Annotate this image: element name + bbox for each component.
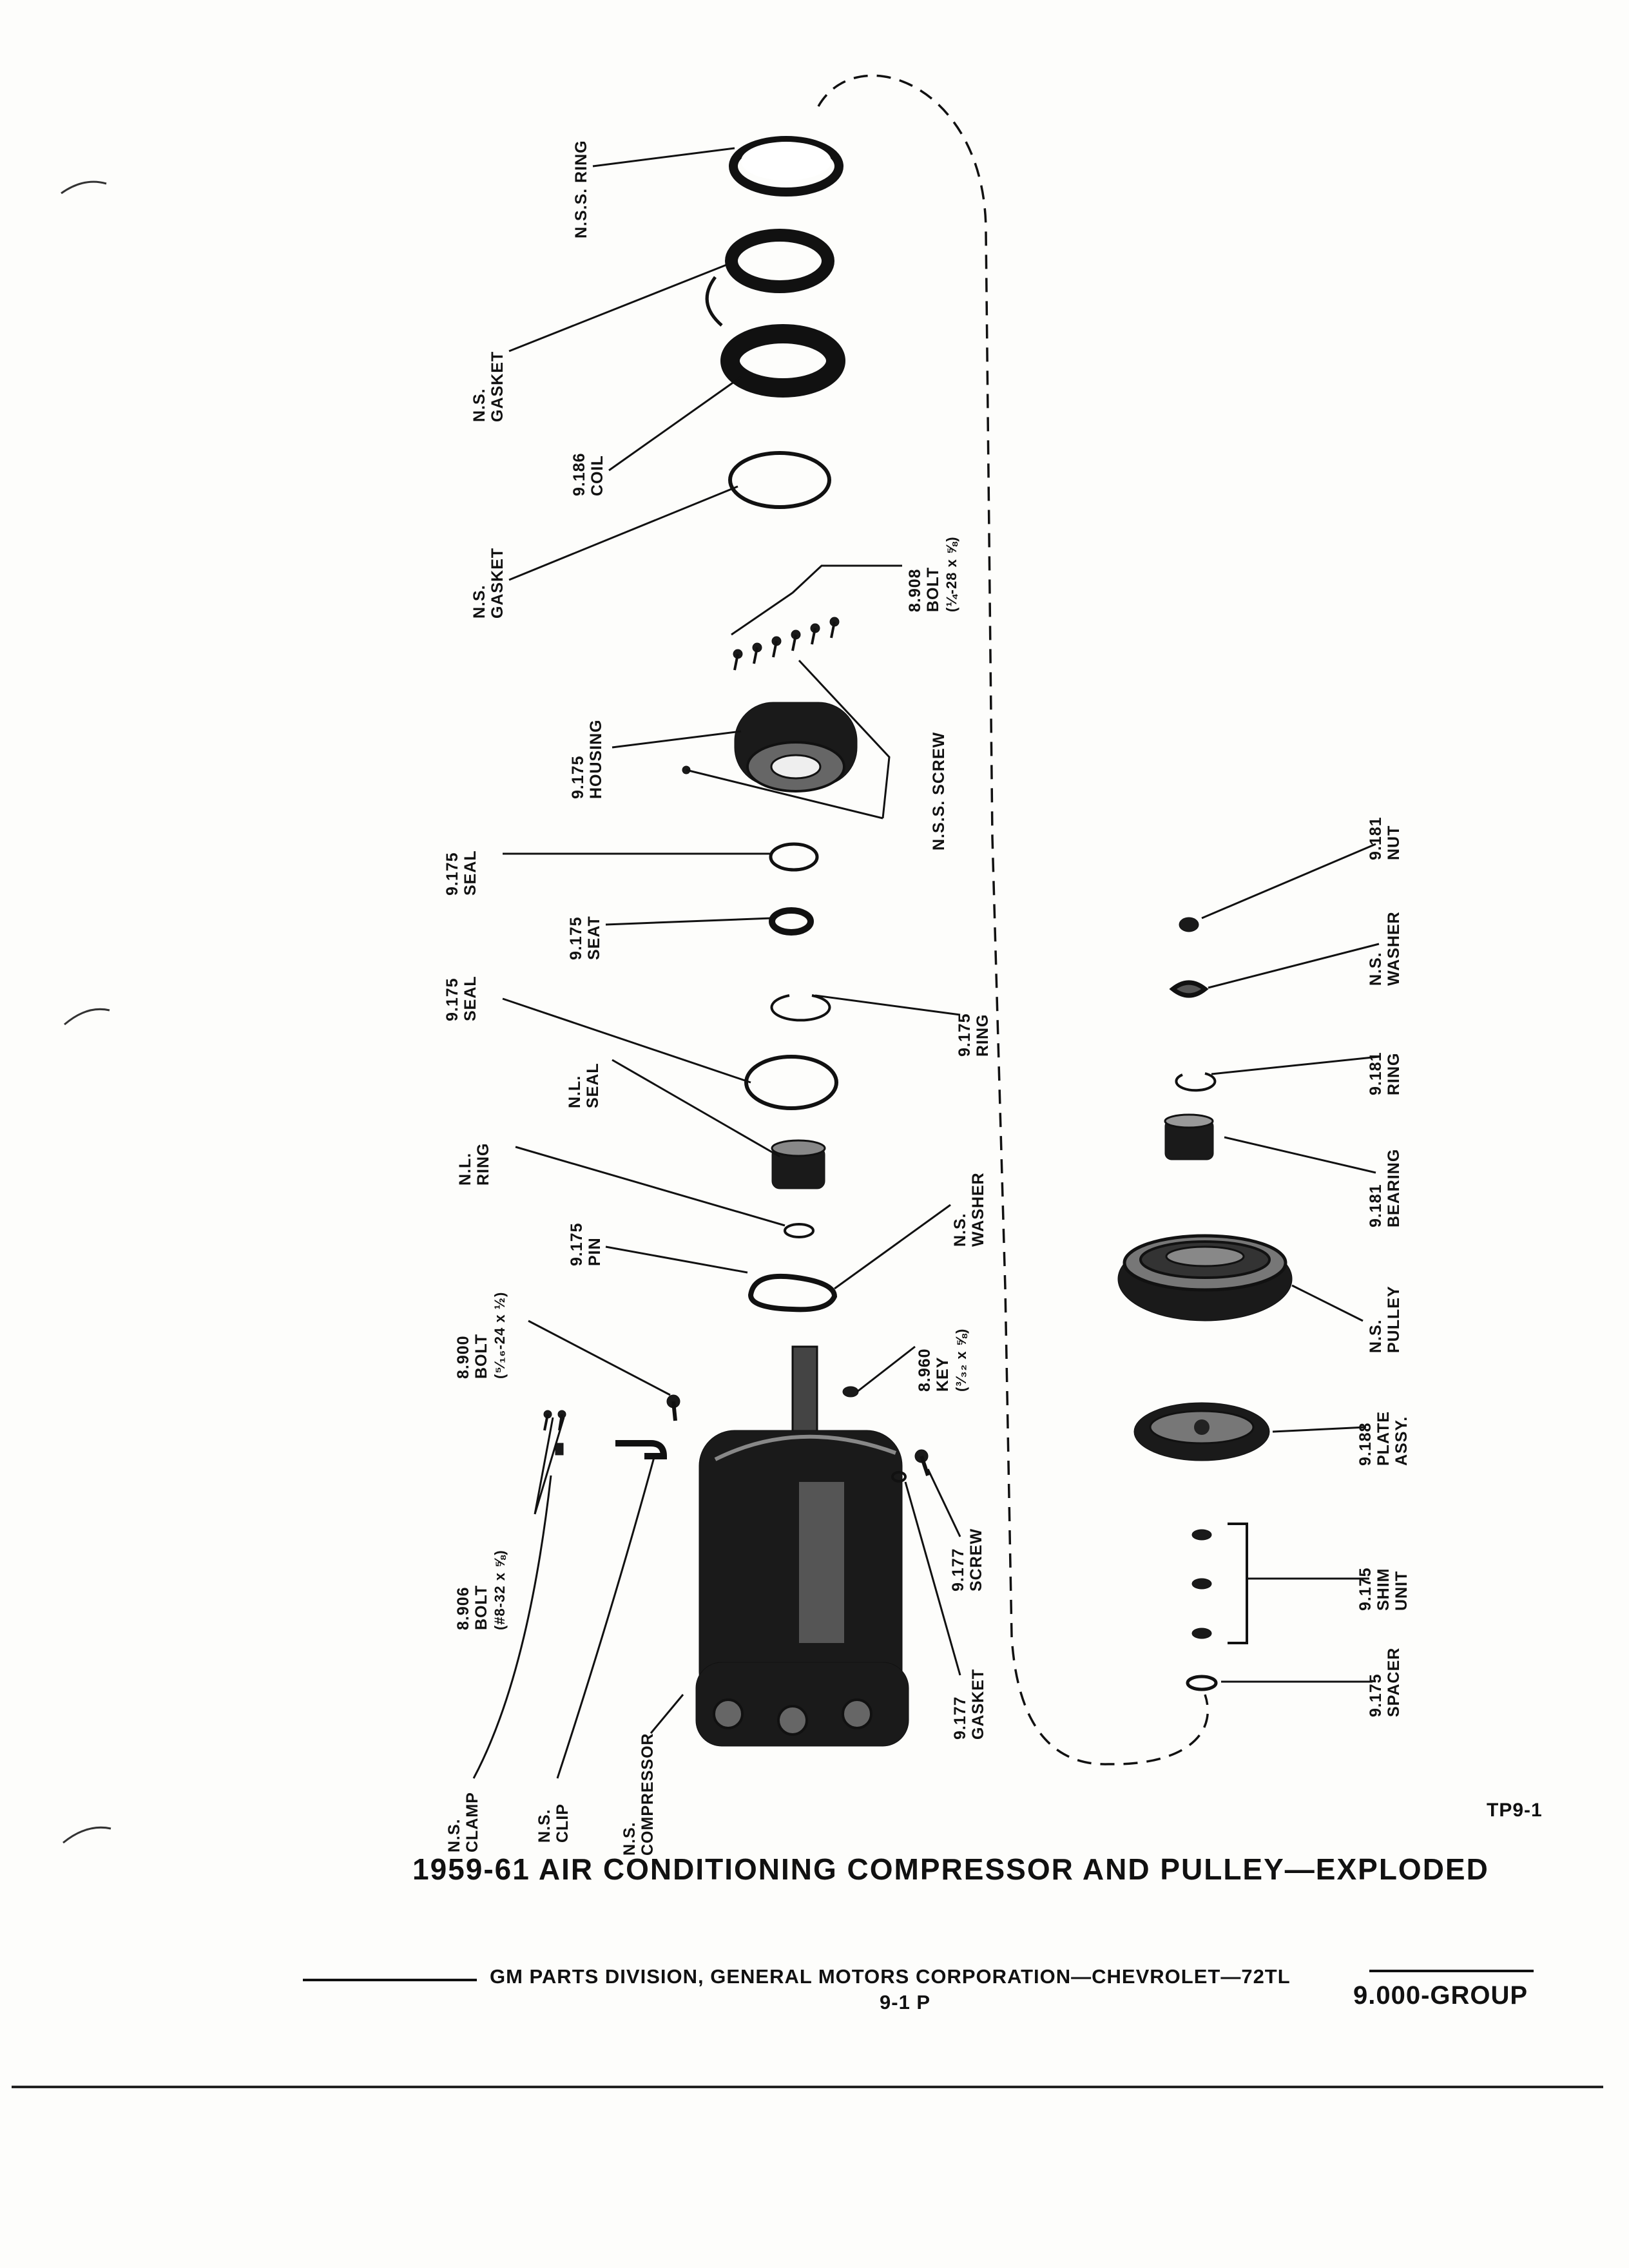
compressor-part bbox=[696, 1347, 909, 1746]
callout-bolt-8908: 8.908 BOLT (¼-28 x ⅝) bbox=[906, 536, 959, 612]
callout-clamp: N.S. CLAMP bbox=[445, 1792, 481, 1852]
gasket-upper-part bbox=[731, 235, 828, 287]
callout-nss-screw: N.S.S. SCREW bbox=[930, 731, 948, 850]
binder-mark-top bbox=[61, 182, 106, 193]
callout-ns-washer-right: N.S. WASHER bbox=[1367, 911, 1403, 986]
figure-code: TP9-1 bbox=[1487, 1800, 1543, 1821]
bearing-part bbox=[1165, 1115, 1213, 1160]
footer-rule-left bbox=[303, 1979, 477, 1981]
callout-ns-washer-left: N.S. WASHER bbox=[951, 1172, 987, 1247]
ring-9175-part bbox=[772, 995, 830, 1020]
callout-pin: 9.175 PIN bbox=[568, 1222, 604, 1266]
callout-shim: 9.175 SHIM UNIT bbox=[1356, 1567, 1411, 1611]
callout-nl-seal: N.L. SEAL bbox=[566, 1062, 602, 1108]
leader-lines bbox=[474, 148, 1379, 1778]
nut-part bbox=[1179, 918, 1199, 932]
callout-bolt-8906: 8.906 BOLT (#8-32 x ⅝) bbox=[454, 1550, 508, 1630]
nl-ring-part bbox=[785, 1224, 813, 1237]
footer-group: 9.000-GROUP bbox=[1353, 1981, 1528, 2010]
callout-spacer: 9.175 SPACER bbox=[1367, 1647, 1403, 1717]
binder-mark-bottom bbox=[63, 1827, 111, 1843]
ring-9181-part bbox=[1176, 1073, 1215, 1090]
bolt-8900-part bbox=[667, 1395, 680, 1421]
plate-part bbox=[1134, 1403, 1269, 1461]
pulley-part bbox=[1118, 1236, 1292, 1321]
callout-ring-9175: 9.175 RING bbox=[956, 1013, 992, 1057]
callout-nl-ring: N.L. RING bbox=[456, 1142, 492, 1186]
seal-lower-part bbox=[746, 1057, 836, 1108]
callout-compressor: N.S. COMPRESSOR bbox=[621, 1733, 657, 1856]
seat-part bbox=[772, 910, 811, 932]
callout-plate: 9.188 PLATE ASSY. bbox=[1356, 1410, 1411, 1466]
callout-ring-9181: 9.181 RING bbox=[1367, 1052, 1403, 1095]
footer-page-number: 9-1 P bbox=[880, 1991, 931, 2013]
nl-seal-part bbox=[772, 1140, 825, 1189]
callout-nut: 9.181 NUT bbox=[1367, 816, 1403, 860]
coil-part bbox=[707, 277, 836, 388]
housing-part bbox=[735, 702, 857, 791]
ns-washer-left-part bbox=[751, 1276, 834, 1310]
callout-screw-9177: 9.177 SCREW bbox=[949, 1528, 985, 1591]
callout-bolt-8900: 8.900 BOLT (⁵⁄₁₆-24 x ½) bbox=[454, 1291, 508, 1379]
callout-seal-upper: 9.175 SEAL bbox=[443, 850, 479, 896]
callout-seal-lower: 9.175 SEAL bbox=[443, 975, 479, 1021]
callout-key: 8.960 KEY (³⁄₃₂ x ⅝) bbox=[916, 1328, 969, 1392]
nss-ring-part bbox=[733, 140, 839, 192]
ns-washer-right-part bbox=[1173, 983, 1205, 995]
callout-housing: 9.175 HOUSING bbox=[569, 719, 605, 799]
callout-gasket-9177: 9.177 GASKET bbox=[951, 1668, 987, 1740]
spacer-part bbox=[1188, 1677, 1216, 1689]
key-part bbox=[843, 1387, 858, 1397]
binder-mark-middle bbox=[64, 1009, 110, 1024]
figure-title: 1959-61 AIR CONDITIONING COMPRESSOR AND PULLEY—EXPLODED bbox=[412, 1852, 1489, 1886]
callout-ns-gasket-lower: N.S. GASKET bbox=[470, 547, 506, 619]
bolt-set-8908 bbox=[733, 617, 839, 670]
screw-9177-part bbox=[915, 1450, 928, 1475]
callout-nss-ring: N.S.S. RING bbox=[572, 140, 590, 238]
callout-bearing: 9.181 BEARING bbox=[1367, 1148, 1403, 1227]
callout-seat: 9.175 SEAT bbox=[567, 916, 603, 960]
callout-ns-gasket-upper: N.S. GASKET bbox=[470, 351, 506, 422]
seal-upper-part bbox=[771, 844, 817, 870]
footer-corporation: GM PARTS DIVISION, GENERAL MOTORS CORPORATION—CHEVROLET—72TL bbox=[490, 1965, 1291, 1988]
gasket-lower-part bbox=[730, 453, 829, 507]
shim-unit-part bbox=[1192, 1524, 1247, 1643]
callout-coil: 9.186 COIL bbox=[570, 452, 606, 496]
clip-part bbox=[615, 1443, 664, 1456]
footer-rule-right bbox=[1369, 1970, 1534, 1972]
bottom-rule bbox=[12, 2086, 1603, 2088]
callout-clip: N.S. CLIP bbox=[535, 1803, 572, 1843]
callout-pulley: N.S. PULLEY bbox=[1367, 1285, 1403, 1353]
